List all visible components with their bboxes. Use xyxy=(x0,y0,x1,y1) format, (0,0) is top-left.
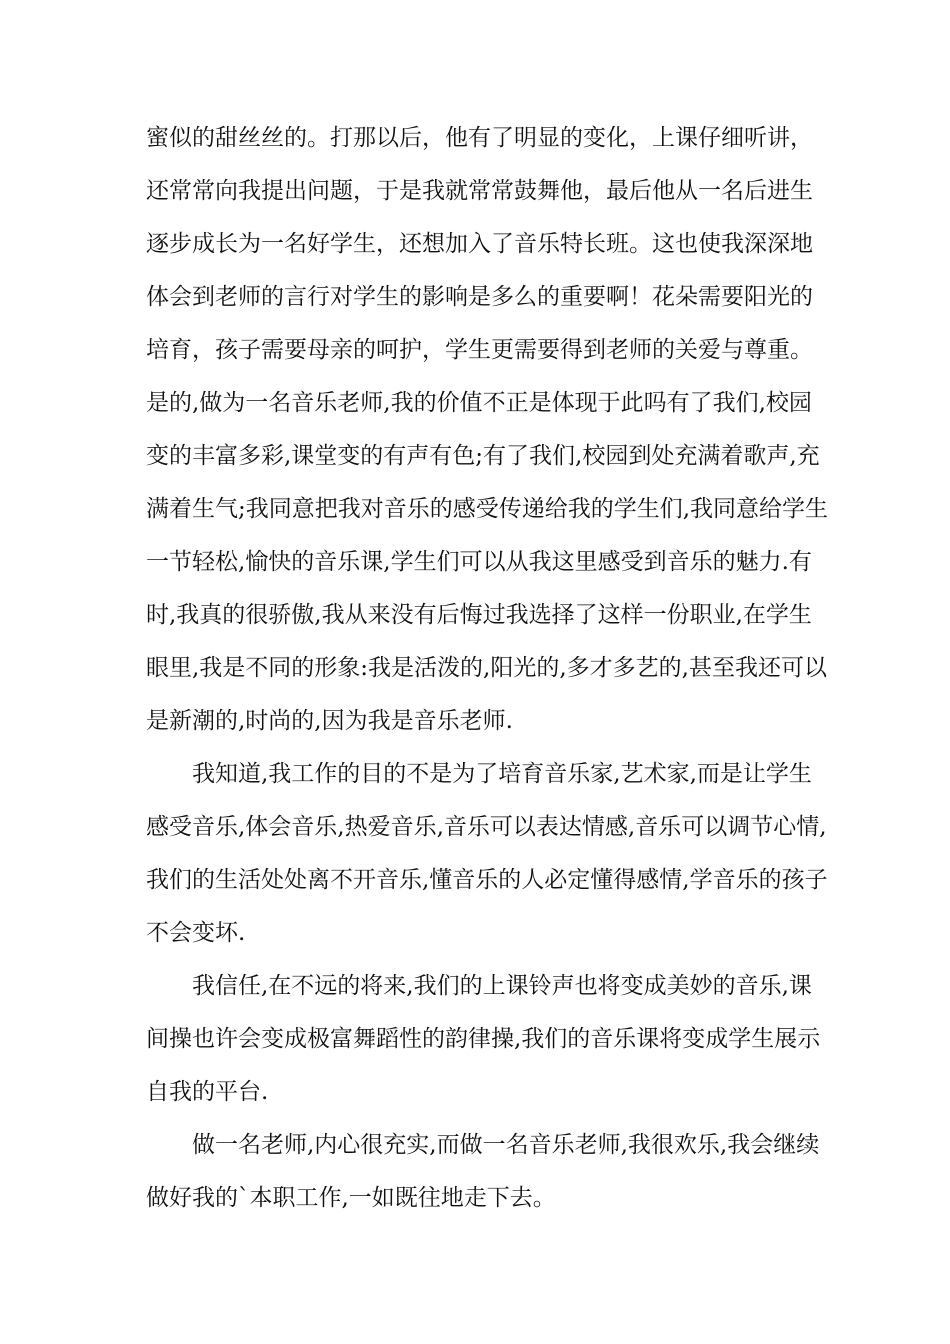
body-text xyxy=(146,112,829,1225)
text-line: 我们的生活处处离不开音乐,懂音乐的人必定懂得感情,学音乐的孩子 xyxy=(146,867,828,893)
text-line: 眼里,我是不同的形象:我是活泼的,阳光的,多才多艺的,甚至我还可以 xyxy=(146,655,827,681)
text-line: 时,我真的很骄傲,我从来没有后悔过我选择了这样一份职业,在学生 xyxy=(146,602,812,628)
text-line: 一节轻松,愉快的音乐课,学生们可以从我这里感受到音乐的魅力.有 xyxy=(146,549,812,575)
text-line: 变的丰富多彩,课堂变的有声有色;有了我们,校园到处充满着歌声,充 xyxy=(146,443,820,469)
text-line: 不会变坏. xyxy=(146,920,246,946)
text-line: 蜜似的甜丝丝的。打那以后，他有了明显的变化，上课仔细听讲， xyxy=(146,125,813,151)
text-line: 体会到老师的言行对学生的影响是多么的重要啊！花朵需要阳光的 xyxy=(146,284,813,310)
text-line: 培育，孩子需要母亲的呵护，学生更需要得到老师的关爱与尊重。 xyxy=(146,337,813,363)
text-line: 做好我的`本职工作,一如既往地走下去。 xyxy=(146,1185,556,1211)
text-line: 满着生气;我同意把我对音乐的感受传递给我的学生们,我同意给学生 xyxy=(146,496,829,522)
text-line: 是新潮的,时尚的,因为我是音乐老师. xyxy=(146,708,513,734)
text-line: 间操也许会变成极富舞蹈性的韵律操,我们的音乐课将变成学生展示 xyxy=(146,1026,821,1052)
text-line: 是的,做为一名音乐老师,我的价值不正是体现于此吗有了我们,校园 xyxy=(146,390,812,416)
paragraph-start-line: 我信任,在不远的将来,我们的上课铃声也将变成美妙的音乐,课 xyxy=(192,973,812,999)
text-line: 自我的平台. xyxy=(146,1079,269,1105)
paragraph-start-line: 我知道,我工作的目的不是为了培育音乐家,艺术家,而是让学生 xyxy=(192,761,812,787)
text-line: 逐步成长为一名好学生，还想加入了音乐特长班。这也使我深深地 xyxy=(146,231,813,257)
text-line: 还常常向我提出问题，于是我就常常鼓舞他，最后他从一名后进生 xyxy=(146,178,813,204)
paragraph-start-line: 做一名老师,内心很充实,而做一名音乐老师,我很欢乐,我会继续 xyxy=(192,1132,820,1158)
text-line: 感受音乐,体会音乐,热爱音乐,音乐可以表达情感,音乐可以调节心情, xyxy=(146,814,827,840)
